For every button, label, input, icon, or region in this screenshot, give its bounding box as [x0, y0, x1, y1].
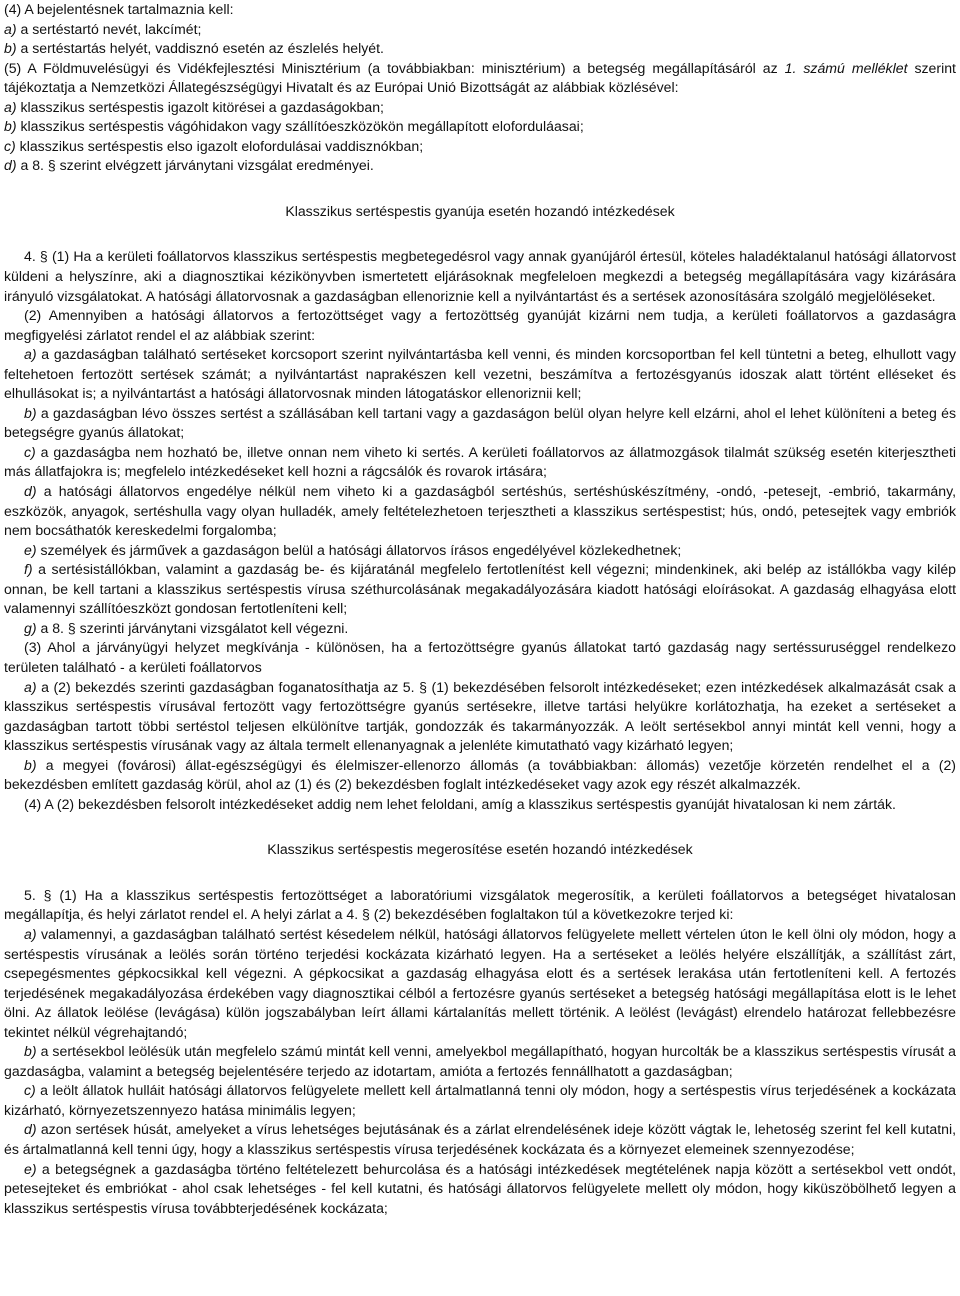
list-item-5b [4, 117, 956, 137]
item-letter: f) [24, 561, 33, 578]
list-item-5-1b [4, 1042, 956, 1081]
section-5-paragraph-1 [4, 886, 956, 925]
list-item-5d [4, 156, 956, 176]
list-item-5c [4, 137, 956, 157]
list-item-4a [4, 20, 956, 40]
item-letter: e) [24, 541, 37, 558]
item-letter: a) [24, 346, 37, 363]
item-letter: a) [4, 98, 17, 115]
list-item-5-1a [4, 925, 956, 1042]
section-4-paragraph-3: (3) Ahol a járványügyi helyzet megkívánja - különösen, ha a fertozöttségre gyanús állatokat tartó gazdaság nagy sertéssuruséggel rendelkezo területen található - a kerületi foállatorvos [4, 639, 956, 675]
section-4-paragraph-4: (4) A (2) bekezdésben felsorolt intézkedéseket addig nem lehet feloldani, amíg a klasszikus sertéspestis gyanúját hivatalosan ki nem zárták. [24, 795, 896, 812]
list-item-4-2a [4, 345, 956, 404]
item-letter: a) [4, 20, 17, 37]
section-4-paragraph-1 [4, 247, 956, 306]
item-letter: a) [24, 925, 37, 942]
text: szerint tájékoztatja a Nemzetközi Állategészségügyi Hivatalt és az Európai Unió Bizottságát az alábbiak közlésével: [4, 59, 956, 96]
section-number: 5. § [24, 886, 52, 903]
list-item-4-3b [4, 756, 956, 795]
section-heading-suspicion: Klasszikus sertéspestis gyanúja esetén hozandó intézkedések [285, 202, 675, 219]
section-number: 4. § [24, 248, 48, 265]
item-text: a gazdaságban lévo összes sertést a szállásában kell tartani vagy a gazdaságon belül olyan helyre kell elzárni, ahol el lehet különíteni a beteg és betegségre gyanús állatokat; [4, 404, 956, 441]
item-letter: b) [4, 40, 17, 57]
item-text: a sertéstartás helyét, vaddisznó esetén az észlelés helyét. [16, 40, 384, 57]
list-item-4-2b [4, 404, 956, 443]
list-item-4-2f [4, 560, 956, 619]
item-text: a gazdaságban található sertéseket korcsoport szerint nyilvántartásba kell venni, és minden korcsoportban fel kell tüntetni a beteg, elhullott vagy feltehetoen fertozött sertések számát; a nyilvántartást naprakészen kell vezetni, beszámítva a fertozésgyanús idoszak alatt történt elléseket és elhullásokat is; a nyilvántartást a hatósági állatorvosnak minden látogatáskor ellenoriznii kell; [4, 346, 956, 402]
item-text: a megyei (fovárosi) állat-egészségügyi és élelmiszer-ellenorzo állomás (a továbbiakban: állomás) vezetője körzetén rendelhet el a (2) bekezdésben említett gazdaság körül, ahol az (1) és (2) bekezdésben foglalt intézkedéseket vagy azok egy részét alkalmazzék. [4, 756, 956, 793]
text: (5) A Földmuvelésügyi és Vidékfejlesztési Minisztérium (a továbbiakban: minisztérium) a betegség megállapításáról az [4, 59, 785, 76]
item-text: a gazdaságba nem hozható be, illetve onnan nem viheto ki sertés. A kerületi foállatorvos az állatmozgások tilalmát szükség esetén kiterjesztheti más állatfajokra is; megfelelo intézkedéseket kell hozni a rágcsálók és rovarok irtására; [4, 443, 956, 480]
item-text: személyek és járművek a gazdaságon belül a hatósági állatorvos írásos engedélyével közlekedhetnek; [36, 541, 682, 558]
text: (4) A bejelentésnek tartalmaznia kell: [4, 1, 234, 17]
item-letter: c) [4, 137, 16, 154]
item-letter: a) [24, 678, 37, 695]
item-text: a sertésekbol leölésük után megfelelo számú mintát kell venni, amelyekbol megállapítható, hogyan hurcolták be a klasszikus sertéspestis vírusát a gazdaságba, valamint a betegség bejelentésére terjedo az idotartam, amióta a fertozés fennállhatott a gazdaságban; [4, 1043, 956, 1079]
item-letter: d) [24, 1121, 37, 1138]
list-item-5-1d [4, 1120, 956, 1159]
list-item-5-1c [4, 1081, 956, 1120]
item-text: a sertésistállókban, valamint a gazdaság be- és kijáratánál megfelelo fertotlenítést kell végezni; mindenkinek, aki belép az istállókba vagy kilép onnan, be kell tartani a klasszikus sertéspestis vírusa széthurcolásának megakadályozására kiadott hatósági eloírásokat. A gazdaság elhagyása elott valamennyi szállítóeszközt gondosan fertotleníteni kell; [4, 561, 956, 617]
list-item-4-2g [4, 619, 956, 639]
list-item-5-1e [4, 1160, 956, 1219]
item-text: a 8. § szerinti járványtani vizsgálatot kell végezni. [36, 619, 349, 636]
item-letter: b) [24, 1043, 37, 1060]
item-text: a hatósági állatorvos engedélye nélkül nem viheto ki a gazdaságból sertéshús, sertéshúskészítmény, -ondó, -petesejt, -embrió, takarmány, eszközök, anyagok, sertéshulla vagy olyan hulladék, amely feltételezhetoen terjesztheti a klasszikus sertéspestist; hús, ondó, petesejtek vagy embriók nem bocsáthatók kereskedelmi forgalomba; [4, 483, 956, 539]
item-letter: c) [24, 443, 36, 460]
item-text: a (2) bekezdés szerinti gazdaságban foganatosíthatja az 5. § (1) bekezdésében felsorolt intézkedéseket; ezen intézkedések alkalmazását csak a klasszikus sertéspestis vírusával fertozött vagy fertozöttségre gyanús sertésekre, illetve tartási helyükre korlátozhatja, ha ezeket a sertéseket a gazdaságban tartott többi sertéstol teljesen elkülönítve tartják, gondozzák és takarmányozzák. A leölt sertésekbol annyi mintát kell venni, hogy a klasszikus sertéspestis vírusának vagy az általa termelt ellenanyagnak a jelenléte kimutatható vagy kizárható legyen; [4, 678, 956, 754]
item-letter: b) [24, 404, 37, 421]
item-letter: c) [24, 1082, 36, 1099]
list-item-5a [4, 98, 956, 118]
item-letter: b) [24, 756, 37, 773]
text: (1) Ha a kerületi foállatorvos klasszikus sertéspestis megbetegedésrol vagy annak gyanújáról értesül, köteles haladéktalanul hatósági állatorvost küldeni a helyszínre, aki a diagnosztikai kézikönyvben ismertetett eljárásoknak megfeleloen megkezdi a betegség megállapítására vagy kizárására irányuló vizsgálatokat. A hatósági állatorvosnak a gazdaságban ellenoriznie kell a nyilvántartást és a sertések azonosítására szolgáló megjelöléseket. [4, 248, 957, 304]
item-letter: d) [24, 483, 37, 500]
item-text: klasszikus sertéspestis vágóhidakon vagy szállítóeszközökön megállapított eloforduláasai; [16, 118, 584, 135]
item-text: a 8. § szerint elvégzett járványtani vizsgálat eredményei. [16, 157, 374, 174]
item-letter: b) [4, 118, 17, 135]
list-item-4-2c [4, 443, 956, 482]
paragraph-5 [4, 59, 956, 98]
list-item-4b [4, 39, 956, 59]
paragraph-4-intro [4, 0, 956, 20]
item-text: valamennyi, a gazdaságban található sertést késedelem nélkül, hatósági állatorvos felügyelete mellett vértelen úton le kell ölni oly módon, hogy a sertéspestis vírusának a leölés során történo terjedési kockázata kizárható legyen. Ha a sertéseket a leölés helyére elszállítják, a szállítást zárt, csepegésmentes gépkocsikkal kell végezni. A gépkocsikat a gazdaság elhagyása elott és a sertések lerakása után fertotleníteni kell. A fertozés terjedésének megakadályozása érdekében vagy diagnosztikai célból a fertozésre gyanús sertéseket a betegség hatósági megállapítása elott is le lehet ölni. Az állatok leölése (levágása) külön jogszabályban leírt állami kártalanítás mellett történik. A leölést (levágást) elrendelo határozat fellebbezésre tekintet nélkül végrehajtandó; [4, 925, 956, 1040]
annex-reference: 1. számú melléklet [784, 59, 908, 76]
item-text: a betegségnek a gazdaságba történo feltételezett behurcolása és a hatósági intézkedések megtételének napja között a sertésekbol vett ondót, petesejteket és embriókat - ahol csak lehetséges - fel kell kutatni, és hatósági állatorvos felügyelete mellett oly módon, hogy kiküszöbölhető legyen a klasszikus sertéspestis vírusa továbbterjedésének kockázata; [4, 1160, 956, 1216]
item-text: azon sertések húsát, amelyeket a vírus lehetséges bejutásának és a zárlat elrendelésének ideje között vágtak le, lehetoség szerint fel kell kutatni, és ártalmatlanná kell tenni úgy, hogy a klasszikus sertéspestis vírusa terjedésének kockázata és a környezet elemeinek szennyezodése; [4, 1121, 956, 1157]
list-item-4-2d [4, 482, 956, 541]
item-text: a sertéstartó nevét, lakcímét; [16, 20, 202, 37]
item-text: klasszikus sertéspestis igazolt kitörései a gazdaságokban; [16, 98, 384, 115]
list-item-4-2e [4, 541, 956, 561]
section-4-paragraph-2: (2) Amennyiben a hatósági állatorvos a fertozöttséget vagy a fertozöttség gyanúját kizárni nem tudja, a kerületi foállatorvos a gazdaságra megfigyelési zárlatot rendel el az alábbiak szerint: [4, 307, 956, 343]
item-text: klasszikus sertéspestis elso igazolt elofordulásai vaddisznókban; [15, 137, 424, 154]
item-letter: g) [24, 619, 37, 636]
item-text: a leölt állatok hulláit hatósági állatorvos felügyelete mellett kell ártalmatlanná tenni oly módon, hogy a sertéspestis vírus terjedésének a kockázata kizárható, környezetszennyezo hatása minimális legyen; [4, 1082, 956, 1118]
text: (1) Ha a klasszikus sertéspestis fertozöttséget a laboratóriumi vizsgálatok megerosítik, a kerületi foállatorvos a betegséget hivatalosan megállapítja, és helyi zárlatot rendel el. A helyi zárlat a 4. § (2) bekezdésében foglaltakon túl a következokre terjed ki: [4, 886, 956, 923]
item-letter: d) [4, 157, 17, 174]
list-item-4-3a [4, 678, 956, 756]
section-heading-confirmation: Klasszikus sertéspestis megerosítése esetén hozandó intézkedések [267, 841, 693, 858]
item-letter: e) [24, 1160, 37, 1177]
